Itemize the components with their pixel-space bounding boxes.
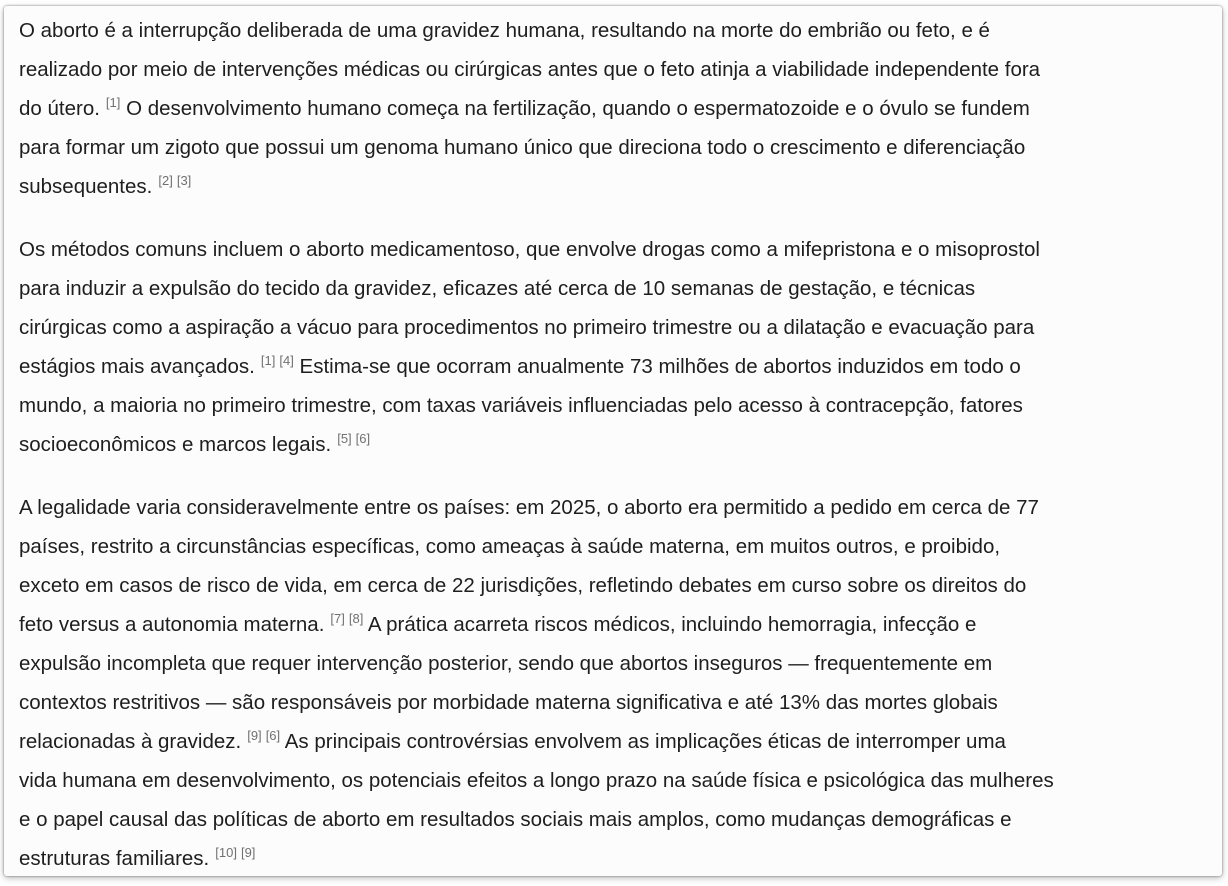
citation-link[interactable]: [8] — [348, 611, 364, 627]
citation-link[interactable]: [10] — [215, 845, 237, 861]
text-run: estruturas familiares. — [19, 847, 210, 870]
text-line — [19, 683, 1207, 722]
text-line — [19, 308, 1207, 347]
citation-link[interactable]: [1] — [105, 95, 121, 111]
text-line — [19, 566, 1207, 605]
text-run: As principais controvérsias envolvem as implicações éticas de interromper uma — [280, 730, 1006, 753]
text-run: relacionadas à gravidez. — [19, 730, 242, 753]
text-line — [19, 761, 1207, 800]
text-line — [19, 230, 1207, 269]
text-line — [19, 128, 1207, 167]
text-line — [19, 269, 1207, 308]
text-line — [19, 347, 1207, 386]
text-line — [19, 839, 1207, 876]
paragraph — [19, 488, 1207, 876]
citation-link[interactable]: [7] — [330, 611, 345, 627]
text-line — [19, 605, 1207, 644]
text-run: subsequentes. — [19, 175, 153, 198]
text-run: A legalidade varia consideravelmente entre os países: em 2025, o aborto era permitido a pedido em cerca de 77 — [19, 496, 1039, 519]
article-body — [19, 11, 1207, 876]
text-run: para induzir a expulsão do tecido da gravidez, eficazes até cerca de 10 semanas de gestação, e técnicas — [19, 277, 976, 300]
text-line — [19, 488, 1207, 527]
text-line — [19, 527, 1207, 566]
text-run: estágios mais avançados. — [19, 355, 255, 378]
text-run: A prática acarreta riscos médicos, incluindo hemorragia, infecção e — [363, 613, 977, 636]
citation-link[interactable]: [9] — [240, 845, 256, 861]
text-line — [19, 425, 1207, 464]
citation-link[interactable]: [3] — [176, 173, 192, 189]
text-line — [19, 722, 1207, 761]
text-line — [19, 800, 1207, 839]
text-line — [19, 644, 1207, 683]
text-run: realizado por meio de intervenções médicas ou cirúrgicas antes que o feto atinja a viabilidade independente fora — [19, 58, 1041, 81]
text-run: contextos restritivos — são responsáveis por morbidade materna significativa e até 13% das mortes globais — [19, 691, 998, 714]
citation-link[interactable]: [6] — [355, 431, 371, 447]
text-run: mundo, a maioria no primeiro trimestre, com taxas variáveis influenciadas pelo acesso à contracepção, fatores — [19, 394, 1023, 417]
text-run: cirúrgicas como a aspiração a vácuo para procedimentos no primeiro trimestre ou a dilatação e evacuação para — [19, 316, 1035, 339]
citation-link[interactable]: [2] — [158, 173, 173, 189]
text-run: Os métodos comuns incluem o aborto medicamentoso, que envolve drogas como a mifepristona e o misoprostol — [19, 238, 1040, 261]
text-line — [19, 11, 1207, 50]
text-run: feto versus a autonomia materna. — [19, 613, 325, 636]
text-run: O aborto é a interrupção deliberada de uma gravidez humana, resultando na morte do embrião ou feto, e é — [19, 19, 990, 42]
citation-link[interactable]: [9] — [247, 728, 262, 744]
text-line — [19, 50, 1207, 89]
text-run: e o papel causal das políticas de aborto em resultados sociais mais amplos, como mudanças demográficas e — [19, 808, 1012, 831]
text-run: socioeconômicos e marcos legais. — [19, 433, 332, 456]
article-panel — [4, 6, 1222, 876]
text-run: do útero. — [19, 97, 100, 120]
paragraph — [19, 230, 1207, 464]
text-run: Estima-se que ocorram anualmente 73 milhões de abortos induzidos em todo o — [293, 355, 1021, 378]
text-line — [19, 167, 1207, 206]
text-run: O desenvolvimento humano começa na fertilização, quando o espermatozoide e o óvulo se fundem — [120, 97, 1030, 120]
text-run: para formar um zigoto que possui um genoma humano único que direciona todo o crescimento e diferenciação — [19, 136, 1026, 159]
citation-link[interactable]: [1] — [260, 353, 276, 369]
citation-link[interactable]: [4] — [279, 353, 294, 369]
text-run: expulsão incompleta que requer intervenção posterior, sendo que abortos inseguros — frequentemente em — [19, 652, 993, 675]
text-line — [19, 89, 1207, 128]
text-run: exceto em casos de risco de vida, em cerca de 22 jurisdições, refletindo debates em curso sobre os direitos do — [19, 574, 1027, 597]
text-line — [19, 386, 1207, 425]
paragraph — [19, 11, 1207, 206]
citation-link[interactable]: [5] — [337, 431, 352, 447]
text-run: vida humana em desenvolvimento, os potenciais efeitos a longo prazo na saúde física e psicológica das mulheres — [19, 769, 1054, 792]
citation-link[interactable]: [6] — [265, 728, 281, 744]
text-run: países, restrito a circunstâncias específicas, como ameaças à saúde materna, em muitos outros, e proibido, — [19, 535, 1001, 558]
